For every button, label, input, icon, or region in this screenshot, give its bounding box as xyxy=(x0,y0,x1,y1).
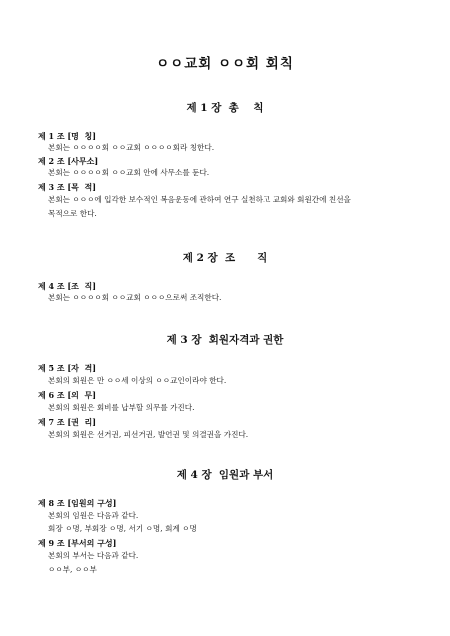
article-9-text-line-1: 본회의 부서는 다음과 같다. xyxy=(48,551,139,560)
article-7-heading: 제 7 조 [권 리] xyxy=(38,417,96,427)
chapter-2-heading: 제 2 장 조 직 xyxy=(182,252,268,264)
chapter-3-heading: 제 3 장 회원자격과 권한 xyxy=(166,334,284,346)
chapter-4-heading: 제 4 장 임원과 부서 xyxy=(176,469,274,481)
article-8-heading: 제 8 조 [임원의 구성] xyxy=(38,498,117,508)
article-2-text: 본회는 ㅇㅇㅇㅇ회 ㅇㅇ교회 안에 사무소를 둔다. xyxy=(48,168,210,177)
article-2-heading: 제 2 조 [사무소] xyxy=(38,156,99,166)
article-5-text: 본회의 회원은 만 ㅇㅇ세 이상의 ㅇㅇ교인이라야 한다. xyxy=(48,376,227,385)
article-3-text-line-1: 본회는 ㅇㅇㅇ에 입각한 보수적인 복음운동에 관하여 연구 실천하고 교회와 회원간에 친선을 xyxy=(48,195,351,204)
article-4-heading: 제 4 조 [조 직] xyxy=(38,281,96,291)
article-6-text: 본회의 회원은 회비를 납부할 의무를 가진다. xyxy=(48,403,195,412)
article-7-text: 본회의 회원은 선거권, 피선거권, 발언권 및 의결권을 가진다. xyxy=(48,430,249,439)
article-3-heading: 제 3 조 [목 적] xyxy=(38,182,96,192)
article-3-text-line-2: 목적으로 한다. xyxy=(48,209,97,218)
article-4-text: 본회는 ㅇㅇㅇㅇ회 ㅇㅇ교회 ㅇㅇㅇ으로써 조직한다. xyxy=(48,293,222,302)
article-9-text-line-2: ㅇㅇ부, ㅇㅇ부 xyxy=(48,565,97,574)
article-1-text: 본회는 ㅇㅇㅇㅇ회 ㅇㅇ교회 ㅇㅇㅇㅇ회라 칭한다. xyxy=(48,143,215,152)
document-title: ㅇㅇ교회 ㅇㅇ회 회칙 xyxy=(156,56,294,72)
article-8-text-line-1: 본회의 임원은 다음과 같다. xyxy=(48,511,139,520)
article-6-heading: 제 6 조 [의 무] xyxy=(38,390,96,400)
article-9-heading: 제 9 조 [부서의 구성] xyxy=(38,538,117,548)
article-5-heading: 제 5 조 [자 격] xyxy=(38,363,96,373)
article-8-text-line-2: 회장 ㅇ명, 부회장 ㅇ명, 서기 ㅇ명, 회계 ㅇ명 xyxy=(48,524,197,533)
chapter-1-heading: 제 1 장 총 칙 xyxy=(186,102,264,114)
article-1-heading: 제 1 조 [명 칭] xyxy=(38,131,96,141)
